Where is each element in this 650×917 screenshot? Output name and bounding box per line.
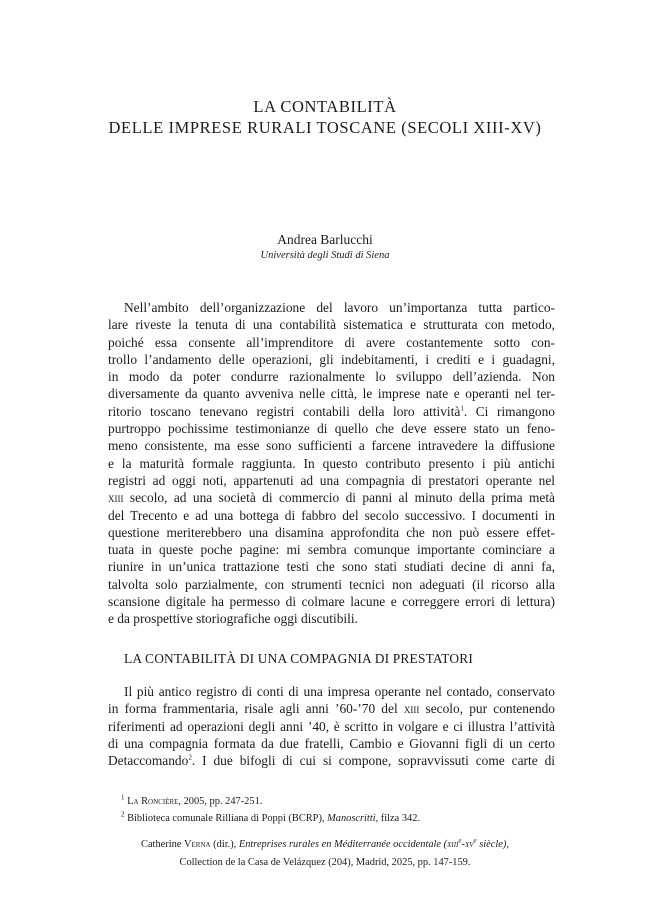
paragraph-intro <box>108 299 555 628</box>
text-segment: in forma frammentaria, risale agli anni ’60-’70 del <box>108 701 398 717</box>
text-line: e da prospettive storiografiche oggi discutibili. <box>108 611 358 627</box>
text-line: Il più antico registro di conti di una impresa operante nel contado, conservato <box>124 684 555 699</box>
citation-editor: Verna <box>184 839 211 850</box>
text-line: diversamente da quanto avveniva nelle città, le imprese nate e operanti nel ter- <box>108 386 555 402</box>
text-line <box>108 752 555 769</box>
citation-line-2: Collection de la Casa de Velázquez (204), Madrid, 2025, pp. 147-159. <box>179 857 471 868</box>
citation-book-title <box>238 836 507 850</box>
paper-title <box>0 96 650 138</box>
text-line: talvolta solo parzialmente, con strumenti tecnici non adeguati (il ricorso alla <box>108 576 555 592</box>
citation-text: Catherine <box>141 839 185 850</box>
text-segment: . I due bifogli di cui si compone, sopravvissuti come carte di <box>191 753 555 769</box>
footnote-text: Biblioteca comunale Rilliana di Poppi (BCRP), <box>127 813 328 824</box>
century-numeral: xiii <box>108 490 124 506</box>
text-line: riunire in un’unica trattazione testi che sono stati studiati decine di anni fa, <box>108 559 555 575</box>
title-line-1: LA CONTABILITÀ <box>253 97 397 116</box>
author-affiliation: Università degli Studi di Siena <box>260 250 390 261</box>
text-line: trollo l’andamento delle operazioni, gli indebitamenti, i crediti e i guadagni, <box>108 351 555 367</box>
century-numeral: xiii <box>403 701 420 717</box>
footnote-author: La Roncière <box>127 796 179 807</box>
citation-line-1 <box>0 836 650 850</box>
citation-title-part: Entreprises rurales en Méditerranée occidentale ( <box>238 839 448 850</box>
footnote-text: , filza 342. <box>375 813 421 824</box>
text-line: Nell’ambito dell’organizzazione del lavoro un’importanza tutta partico- <box>124 300 555 315</box>
text-line <box>108 700 555 717</box>
text-segment: secolo, pur contenendo <box>425 701 555 717</box>
text-segment: . Ci rimangono <box>463 403 555 419</box>
text-line <box>108 403 555 420</box>
citation-title-part: - <box>461 839 465 850</box>
paragraph-section <box>108 683 555 769</box>
footnote-italic: Manoscritti <box>327 813 376 824</box>
author-name: Andrea Barlucchi <box>277 232 373 247</box>
text-segment: ritorio toscano tenevano registri contabili della loro attività <box>108 403 461 419</box>
text-line: di una compagnia formata da due fratelli, Cambio e Giovanni figli di un certo <box>108 735 555 751</box>
century-suffix: e <box>458 836 462 845</box>
footnote-2 <box>121 810 421 824</box>
text-line: scansione digitale ha permesso di colmare lacune e correggere errori di lettura) <box>108 594 555 610</box>
footnote-number: 2 <box>121 810 125 819</box>
text-line: riferimenti ad operazioni degli anni ’40, è scritto in volgare e ci illustra l’attività <box>108 718 555 734</box>
text-segment: secolo, ad una società di commercio di panni al minuto della prima metà <box>129 490 556 506</box>
citation-text: (dir.), <box>210 839 239 850</box>
title-line-2: DELLE IMPRESE RURALI TOSCANE (SECOLI XIII-XV) <box>108 118 542 137</box>
text-line: registri ad oggi noti, appartenuti ad una compagnia di prestatori operante nel <box>108 472 555 488</box>
citation-text: , <box>506 839 509 850</box>
text-line: in modo da poter condurre razionalmente lo sviluppo dell’azienda. Non <box>108 369 555 385</box>
footnote-ref-1[interactable]: 1 <box>460 404 464 413</box>
section-heading: LA CONTABILITÀ DI UNA COMPAGNIA DI PRESTATORI <box>124 651 474 666</box>
footnote-1 <box>121 793 263 807</box>
text-line: e la maturità formale raggiunta. In questo contributo presento i più antichi <box>108 455 555 471</box>
text-line: lare riveste la tenuta di una contabilità sistematica e strutturata con metodo, <box>108 317 555 333</box>
century-suffix: e <box>473 836 477 845</box>
text-line <box>108 489 555 506</box>
text-segment: Detaccomando <box>108 753 189 769</box>
footnote-text: , 2005, pp. 247-251. <box>178 796 263 807</box>
text-line: del Trecento e ad una bottega di fabbro del secolo successivo. I documenti in <box>108 507 555 523</box>
text-line: tuata in queste poche pagine: mi sembra comunque importante cominciare a <box>108 542 555 558</box>
citation-title-part: siècle) <box>476 839 507 850</box>
footnote-ref-2[interactable]: 2 <box>188 753 192 762</box>
text-line: questione meriterebbero una disamina approfondita che non può essere effet- <box>108 524 555 540</box>
text-line: purtroppo pochissime testimonianze di quello che deve essere stato un feno- <box>108 421 555 437</box>
text-line: meno consistente, ma esse sono sufficienti a farcene intravedere la diffusione <box>108 438 555 454</box>
century-numeral: xv <box>464 839 474 850</box>
century-numeral: xiii <box>447 839 459 850</box>
text-line: poiché essa consente all’imprenditore di avere costantemente sotto con- <box>108 334 555 350</box>
footnote-number: 1 <box>121 793 125 802</box>
